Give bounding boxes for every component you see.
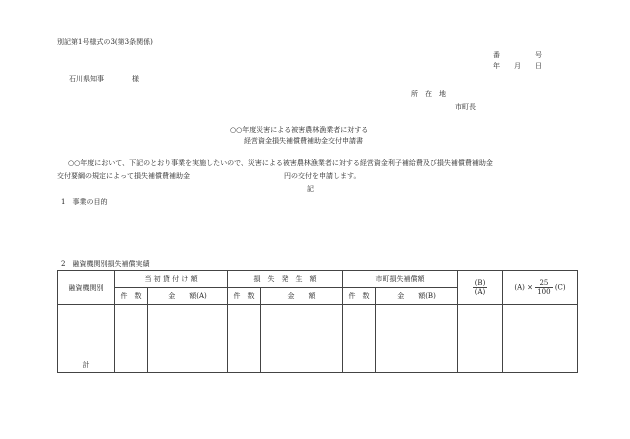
ratio-header: [458, 271, 503, 305]
table-cell: [458, 305, 503, 373]
initial-count-header: 件 数: [115, 288, 148, 305]
table-cell: [115, 305, 148, 373]
loss-amount-header: 金 額: [261, 288, 343, 305]
number-label: 番 号: [493, 51, 542, 59]
table-cell: [148, 305, 228, 373]
ratio-denominator: (A): [474, 288, 486, 296]
total-label: 計: [58, 305, 115, 373]
institution-header: 融資機関別: [58, 271, 115, 305]
body-line-2-right: 円の交付を申請します。: [284, 172, 361, 180]
address-label: 所 在 地: [411, 90, 446, 98]
table-cell: [503, 305, 578, 373]
ratio-numerator: (B): [474, 279, 486, 287]
body-line-1: ○○年度において、下記のとおり事業を実施したいので、災害による被害農林漁業者に対する経営資金利子補給費及び損失補償費補助金: [68, 159, 493, 167]
ki-label: 記: [307, 185, 314, 193]
date-label: 年 月 日: [493, 62, 542, 70]
formula-header: [503, 271, 578, 305]
city-amount-header: 金 額(B): [376, 288, 458, 305]
title-line-2: 経営資金損失補償費補助金交付申請書: [244, 137, 363, 145]
mayor-label: 市町長: [455, 103, 476, 111]
section-1-heading: 1 事業の目的: [61, 198, 108, 206]
loss-compensation-table: [57, 270, 578, 373]
initial-amount-header: 金 額(A): [148, 288, 228, 305]
table-cell: [228, 305, 261, 373]
section-2-heading: 2 融資機関別損失補償実績: [61, 260, 150, 268]
formula-numerator: 25: [535, 279, 552, 288]
initial-loan-header: 当 初 貸 付 け 額: [115, 271, 228, 288]
title-line-1: ○○年度災害による被害農林漁業者に対する: [230, 126, 369, 134]
formula-denominator: 100: [537, 288, 551, 296]
table-row: [58, 305, 578, 373]
table-cell: [376, 305, 458, 373]
city-compensation-header: 市町損失補償額: [343, 271, 458, 288]
body-line-2-left: 交付要綱の規定によって損失補償費補助金: [57, 172, 190, 180]
city-count-header: 件 数: [343, 288, 376, 305]
formula-right: (C): [554, 283, 566, 292]
loss-count-header: 件 数: [228, 288, 261, 305]
loss-header: 損 失 発 生 額: [228, 271, 343, 288]
table-cell: [343, 305, 376, 373]
form-id: 別記第1号様式の3(第3条関係): [57, 38, 153, 46]
formula-left: (A) ×: [514, 283, 533, 292]
table-cell: [261, 305, 343, 373]
addressee: 石川県知事 様: [69, 75, 139, 83]
